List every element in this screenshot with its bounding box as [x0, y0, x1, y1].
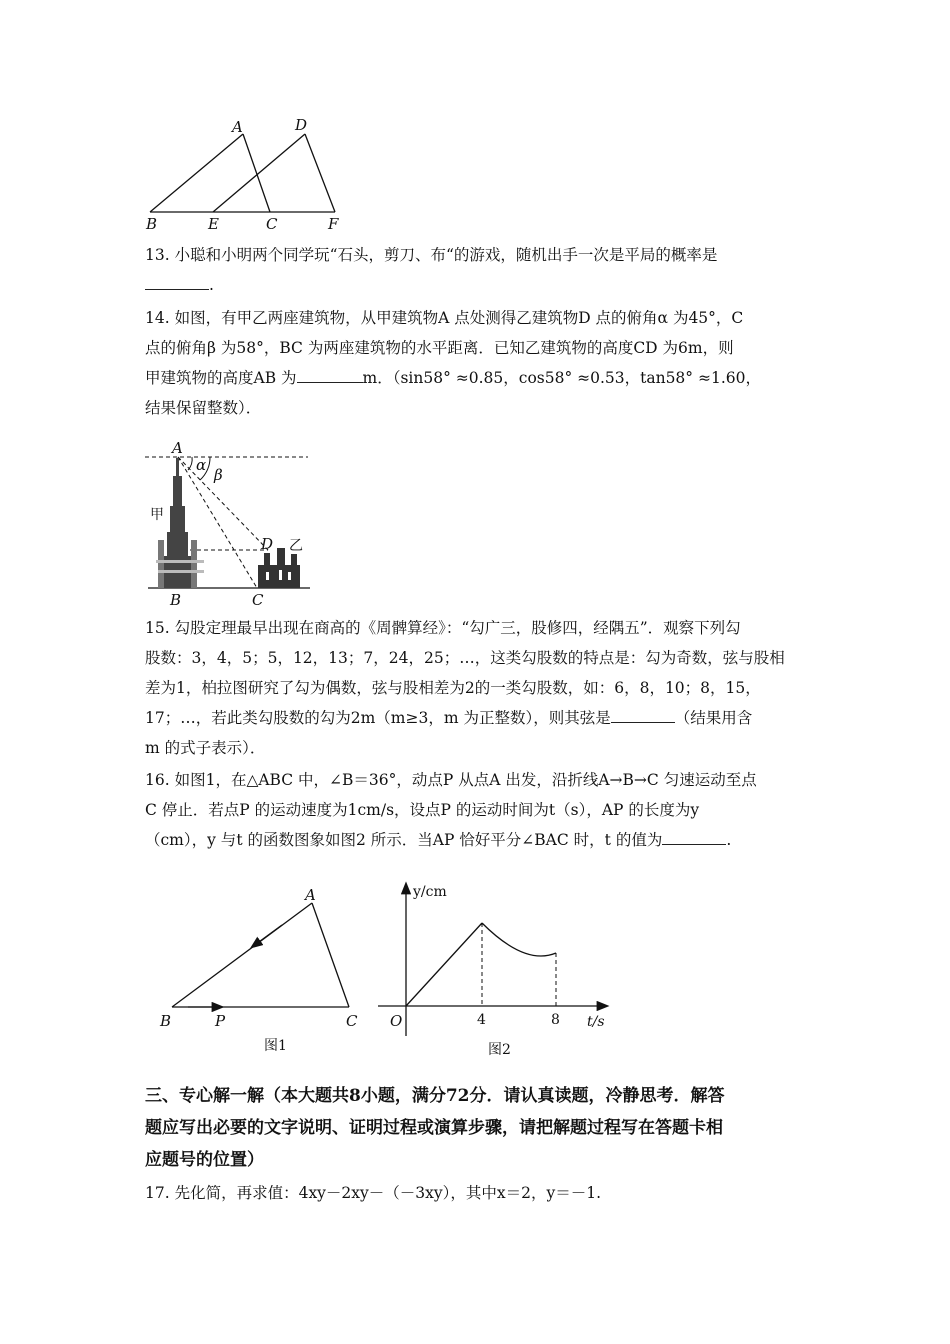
question-13 — [145, 240, 810, 300]
label-a: A — [232, 118, 243, 136]
q16-line-3-tail: . — [726, 831, 732, 849]
figure-1-triangle — [152, 880, 367, 1060]
answer-blank — [297, 364, 363, 383]
answer-blank — [662, 826, 726, 845]
q16-line-3-head: （cm），y 与t 的函数图象如图2 所示．当AP 恰好平分∠BAC 时，t 的值为 — [145, 831, 663, 849]
q16-line-3 — [145, 825, 810, 855]
graph-segment-2 — [482, 923, 556, 956]
label-b: B — [160, 1012, 172, 1030]
label-a: A — [305, 886, 316, 904]
caption-figure-1: 图1 — [264, 1038, 287, 1054]
label-c: C — [252, 591, 264, 609]
label-d: D — [295, 116, 308, 134]
q13-line-1: 13. 小聪和小明两个同学玩“石头，剪刀、布“的游戏，随机出手一次是平局的概率是 — [145, 246, 718, 264]
tick-8: 8 — [551, 1012, 560, 1028]
question-15 — [145, 613, 810, 763]
q15-line-4-tail: （结果用含 — [674, 709, 753, 727]
label-yi: 乙 — [289, 538, 303, 554]
caption-figure-2: 图2 — [488, 1042, 511, 1058]
two-triangles-figure — [140, 112, 360, 237]
answer-blank — [145, 271, 209, 290]
answer-blank — [611, 704, 675, 723]
q15-line-4 — [145, 703, 810, 733]
question-16 — [145, 765, 810, 855]
q14-line-4: 结果保留整数）． — [145, 399, 262, 417]
q16-line-1: 16. 如图1，在△ABC 中，∠B＝36°，动点P 从点A 出发，沿折线A→B→C 匀速运动至点 — [145, 771, 757, 789]
q17-line-1: 17. 先化简，再求值：4xy－2xy－（－3xy），其中x＝2，y＝－1. — [145, 1184, 602, 1202]
label-alpha: α — [196, 456, 207, 474]
q13-tail: . — [209, 276, 214, 294]
label-c: C — [266, 215, 278, 233]
question-17 — [145, 1178, 810, 1208]
q15-line-1: 15. 勾股定理最早出现在商高的《周髀算经》：“勾广三，股修四，经隅五”．观察下列勾 — [145, 619, 741, 637]
t-axis-label: t/s — [587, 1014, 605, 1030]
label-beta: β — [214, 466, 223, 484]
label-b: B — [170, 591, 182, 609]
q15-line-3: 差为1，柏拉图研究了勾为偶数，弦与股相差为2的一类勾股数，如：6，8，10；8，15， — [145, 679, 761, 697]
label-jia: 甲 — [150, 507, 164, 523]
q13-line-2 — [145, 270, 810, 300]
q14-line-3-head: 甲建筑物的高度AB 为 — [145, 369, 297, 387]
label-a: A — [172, 440, 183, 457]
q15-line-4-head: 17；…，若此类勾股数的勾为2m（m≥3，m 为正整数），则其弦是 — [145, 709, 611, 727]
buildings-figure — [140, 440, 315, 610]
q15-line-2: 股数：3，4，5；5，12，13；7，24，25；…，这类勾股数的特点是：勾为奇数，弦与股相 — [145, 649, 785, 667]
section-3-line-2: 题应写出必要的文字说明、证明过程或演算步骤，请把解题过程写在答题卡相 — [145, 1118, 723, 1138]
question-14 — [145, 303, 810, 423]
y-axis-label: y/cm — [413, 884, 447, 900]
q14-line-2: 点的俯角β 为58°，BC 为两座建筑物的水平距离．已知乙建筑物的高度CD 为6m，则 — [145, 339, 734, 357]
building-yi — [258, 548, 300, 588]
label-c: C — [346, 1012, 358, 1030]
q16-line-2: C 停止．若点P 的运动速度为1cm/s，设点P 的运动时间为t（s），AP 的长度为y — [145, 801, 700, 819]
label-f: F — [328, 215, 339, 233]
q14-line-3 — [145, 363, 810, 393]
section-3-heading — [145, 1080, 810, 1176]
q14-line-3-tail: m．（sin58° ≈0.85，cos58° ≈0.53，tan58° ≈1.60， — [362, 369, 761, 387]
section-3-line-1: 三、专心解一解（本大题共8小题，满分72分．请认真读题，冷静思考．解答 — [145, 1086, 725, 1106]
label-e: E — [208, 215, 219, 233]
label-b: B — [146, 215, 158, 233]
section-3-line-3: 应题号的位置） — [145, 1150, 264, 1170]
label-p: P — [215, 1012, 226, 1030]
tick-4: 4 — [477, 1012, 486, 1028]
figure-2-graph — [375, 876, 625, 1066]
tower-jia — [158, 458, 197, 588]
graph-segment-1 — [406, 923, 482, 1006]
q15-line-5: m 的式子表示）． — [145, 739, 266, 757]
label-d: D — [261, 535, 274, 553]
origin-label: O — [390, 1012, 403, 1030]
q14-line-1: 14. 如图，有甲乙两座建筑物，从甲建筑物A 点处测得乙建筑物D 点的俯角α 为45°，C — [145, 309, 744, 327]
